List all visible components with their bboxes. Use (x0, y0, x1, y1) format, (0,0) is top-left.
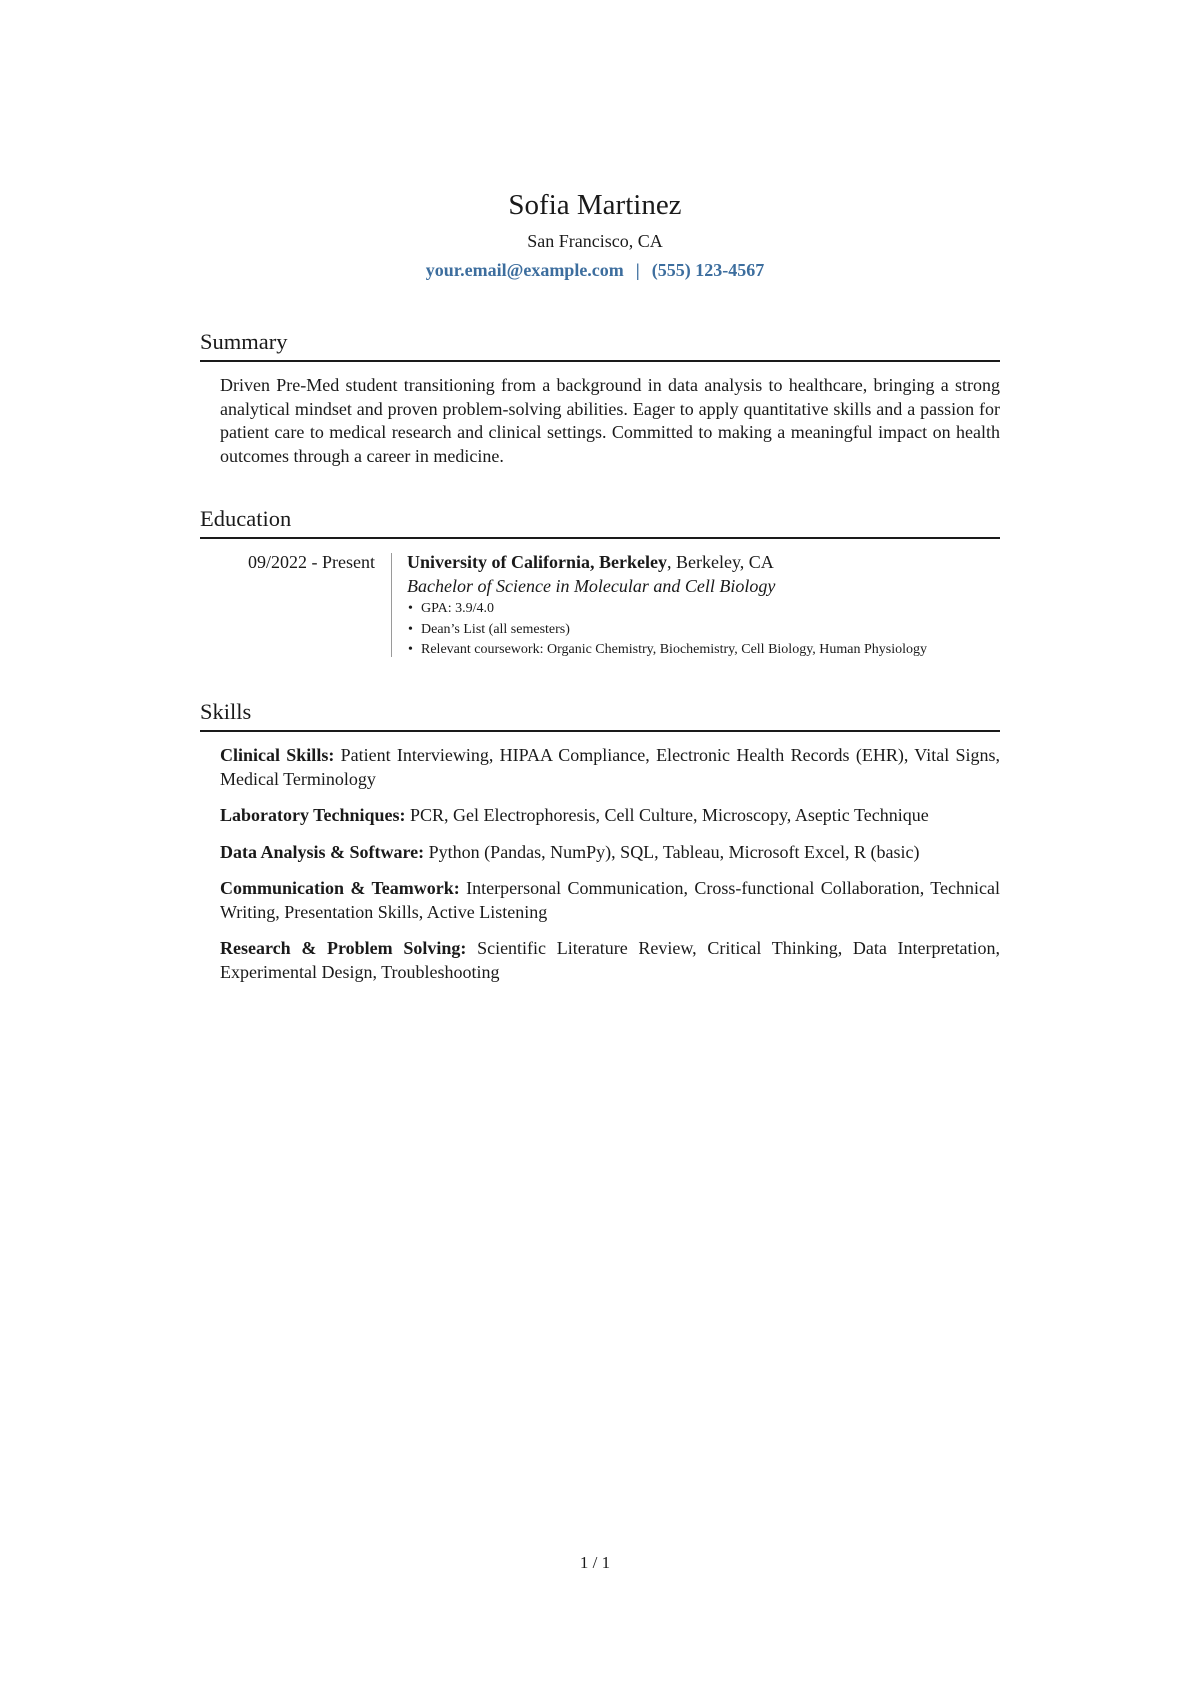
skill-text: Python (Pandas, NumPy), SQL, Tableau, Microsoft Excel, R (basic) (428, 841, 920, 862)
education-institution-line (407, 551, 1007, 575)
bullet-text: Dean’s List (all semesters) (421, 621, 570, 637)
institution-location: , Berkeley, CA (666, 552, 774, 572)
skill-clinical (220, 744, 1000, 791)
summary-section (200, 328, 1000, 468)
email-link[interactable]: your.email@example.com (425, 260, 624, 280)
skill-research (220, 937, 1000, 984)
education-vertical-divider (391, 553, 392, 657)
resume-header (0, 188, 1190, 282)
education-section (200, 505, 1000, 661)
bullet-icon: • (408, 642, 413, 657)
bullet-text: GPA: 3.9/4.0 (421, 601, 495, 616)
skill-label: Laboratory Techniques: (220, 805, 406, 825)
phone-link[interactable]: (555) 123-4567 (651, 260, 765, 280)
education-entry (200, 551, 1000, 661)
skills-heading: Skills (200, 699, 252, 724)
skill-label: Data Analysis & Software: (220, 841, 425, 862)
section-divider (200, 360, 1000, 362)
section-divider (200, 537, 1000, 539)
page-number: 1 / 1 (579, 1553, 611, 1572)
degree-title: Bachelor of Science in Molecular and Cell Biology (407, 575, 776, 596)
skills-section (200, 698, 1000, 984)
skill-text: Patient Interviewing, HIPAA Compliance, Electronic Health Records (EHR), Vital Signs, Medical Terminology (220, 745, 1001, 789)
bullet-icon: • (408, 621, 413, 637)
skill-text: Interpersonal Communication, Cross-functional Collaboration, Technical Writing, Presentation Skills, Active Listening (220, 878, 1000, 922)
skill-communication (220, 877, 1000, 924)
summary-text: Driven Pre-Med student transitioning from a background in data analysis to healthcare, bringing a strong analytical mindset and proven problem-solving abilities. Eager to apply quantitative skills and a passion for patient care to medical research and clinical settings. Committed to making a meaningful impact on health outcomes through a career in medicine. (220, 375, 1000, 466)
skill-label: Research & Problem Solving: (220, 938, 467, 958)
list-item (407, 599, 1007, 620)
skill-text: PCR, Gel Electrophoresis, Cell Culture, Microscopy, Aseptic Technique (410, 805, 929, 825)
bullet-icon: • (408, 601, 413, 616)
candidate-name: Sofia Martinez (508, 189, 682, 221)
education-heading: Education (200, 506, 292, 531)
institution-name: University of California, Berkeley (407, 552, 667, 572)
section-divider (200, 730, 1000, 732)
list-item (407, 620, 1007, 641)
candidate-location: San Francisco, CA (527, 231, 663, 251)
summary-heading: Summary (200, 329, 288, 354)
contact-line (0, 258, 1190, 282)
contact-separator: | (635, 260, 640, 280)
education-bullet-list (407, 599, 1007, 661)
list-item (407, 640, 1007, 661)
skill-label: Clinical Skills: (220, 745, 335, 765)
bullet-text: Relevant coursework: Organic Chemistry, Biochemistry, Cell Biology, Human Physiology (421, 642, 928, 657)
skill-data-analysis (220, 841, 1000, 865)
education-details (407, 551, 1007, 661)
education-date: 09/2022 - Present (248, 552, 375, 572)
skill-label: Communication & Teamwork: (220, 878, 460, 898)
skill-text: Scientific Literature Review, Critical Thinking, Data Interpretation, Experimental Design, Troubleshooting (220, 938, 1001, 982)
skill-laboratory (220, 804, 1000, 828)
